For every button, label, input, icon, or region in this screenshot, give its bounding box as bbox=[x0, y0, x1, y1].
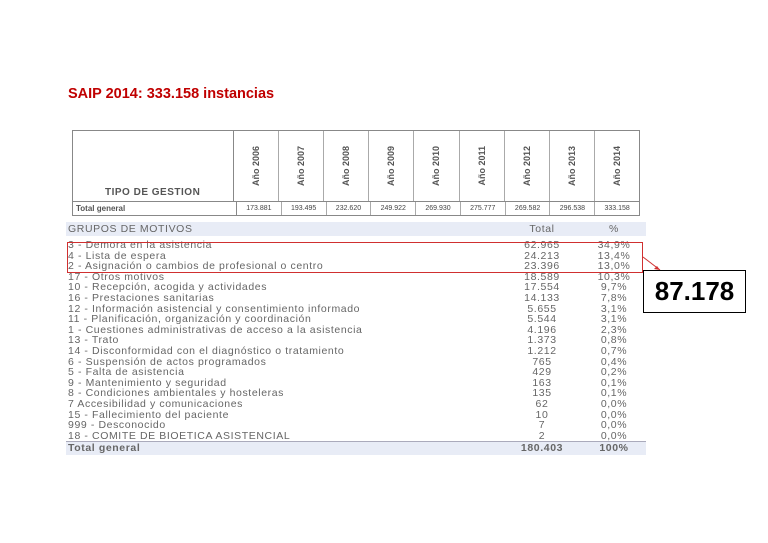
table-row bbox=[66, 431, 646, 442]
table-row bbox=[66, 304, 646, 315]
total: 1.373 bbox=[527, 334, 557, 347]
percent: 10,3% bbox=[597, 270, 631, 283]
percent: 0,0% bbox=[600, 397, 628, 410]
header-percent: % bbox=[609, 223, 619, 235]
year-label: Año 2009 bbox=[386, 145, 397, 187]
motive: 14 - Disconformidad con el diagnóstico o tratamiento bbox=[68, 345, 345, 357]
total: 17.554 bbox=[524, 281, 560, 294]
motive: 9 - Mantenimiento y seguridad bbox=[68, 377, 227, 389]
percent: 13,0% bbox=[597, 260, 631, 273]
table-row bbox=[66, 293, 646, 304]
percent: 7,8% bbox=[600, 291, 628, 304]
motive: 2 - Asignación o cambios de profesional o centro bbox=[68, 261, 324, 272]
percent: 0,0% bbox=[600, 408, 628, 421]
table-row bbox=[66, 314, 646, 325]
table-row bbox=[66, 367, 646, 378]
year-total: 275.777 bbox=[461, 202, 506, 215]
year-total: 269.582 bbox=[506, 202, 551, 215]
table-row bbox=[66, 335, 646, 346]
table-row bbox=[66, 357, 646, 368]
motive: 13 - Trato bbox=[68, 335, 119, 346]
motive: 10 - Recepción, acogida y actividades bbox=[68, 282, 268, 293]
total: 18.589 bbox=[524, 270, 560, 283]
table-row bbox=[66, 378, 646, 389]
total: 14.133 bbox=[524, 291, 560, 304]
total: 7 bbox=[538, 419, 546, 432]
year-total: 173.881 bbox=[237, 202, 282, 215]
total: 23.396 bbox=[524, 260, 560, 273]
motive: 4 - Lista de espera bbox=[68, 250, 167, 262]
percent: 0,1% bbox=[600, 387, 628, 400]
gestion-type-label: TIPO DE GESTION bbox=[105, 187, 201, 198]
callout-sum: 87.178 bbox=[643, 270, 746, 313]
table-footer bbox=[66, 441, 646, 455]
motive: 1 - Cuestiones administrativas de acceso a la asistencia bbox=[68, 324, 363, 336]
year-header bbox=[550, 131, 595, 201]
year-header bbox=[324, 131, 369, 201]
year-label: Año 2007 bbox=[296, 145, 307, 187]
year-total: 296.538 bbox=[550, 202, 595, 215]
year-total: 193.495 bbox=[282, 202, 327, 215]
total: 62 bbox=[535, 397, 549, 410]
year-header bbox=[460, 131, 505, 201]
motive: 15 - Fallecimiento del paciente bbox=[68, 409, 230, 421]
percent: 0,0% bbox=[600, 419, 628, 432]
table-row bbox=[66, 388, 646, 399]
year-label: Año 2010 bbox=[431, 145, 442, 187]
years-table bbox=[72, 130, 640, 216]
total: 135 bbox=[532, 387, 552, 400]
table-row bbox=[66, 410, 646, 421]
header-total: Total bbox=[529, 223, 555, 235]
total: 163 bbox=[532, 376, 552, 389]
header-motive: GRUPOS DE MOTIVOS bbox=[68, 223, 193, 235]
total: 4.196 bbox=[527, 323, 557, 336]
year-label: Año 2006 bbox=[251, 145, 262, 187]
year-header bbox=[505, 131, 550, 201]
year-label: Año 2008 bbox=[341, 145, 352, 187]
total-general-label: Total general bbox=[73, 202, 237, 215]
percent: 2,3% bbox=[600, 323, 628, 336]
year-header bbox=[234, 131, 279, 201]
motive: 12 - Información asistencial y consentimiento informado bbox=[68, 303, 361, 315]
motive: 999 - Desconocido bbox=[68, 420, 166, 431]
footer-label: Total general bbox=[68, 442, 141, 455]
table-row bbox=[66, 420, 646, 431]
motive: 6 - Suspensión de actos programados bbox=[68, 356, 267, 368]
total: 5.544 bbox=[527, 313, 557, 326]
year-header bbox=[279, 131, 324, 201]
year-total: 269.930 bbox=[416, 202, 461, 215]
footer-total: 180.403 bbox=[520, 442, 564, 455]
percent: 0,2% bbox=[600, 366, 628, 379]
percent: 3,1% bbox=[600, 313, 628, 326]
table-row bbox=[66, 399, 646, 410]
percent: 0,0% bbox=[600, 429, 628, 442]
year-header bbox=[595, 131, 639, 201]
percent: 0,7% bbox=[600, 344, 628, 357]
year-total: 249.922 bbox=[371, 202, 416, 215]
total: 10 bbox=[535, 408, 549, 421]
percent: 0,1% bbox=[600, 376, 628, 389]
footer-percent: 100% bbox=[599, 442, 629, 455]
total: 765 bbox=[532, 355, 552, 368]
total: 429 bbox=[532, 366, 552, 379]
year-total: 333.158 bbox=[604, 205, 630, 212]
highlight-box bbox=[67, 239, 643, 273]
percent: 9,7% bbox=[600, 281, 628, 294]
total: 62.965 bbox=[524, 239, 560, 251]
percent: 34,9% bbox=[597, 239, 631, 251]
year-header bbox=[414, 131, 459, 201]
total: 5.655 bbox=[527, 302, 557, 315]
table-header bbox=[66, 222, 646, 236]
motive: 18 - COMITE DE BIOETICA ASISTENCIAL bbox=[68, 430, 291, 442]
total: 24.213 bbox=[524, 249, 560, 262]
motive: 3 - Demora en la asistencia bbox=[68, 240, 213, 251]
motive: 16 - Prestaciones sanitarias bbox=[68, 292, 215, 304]
slide-title: SAIP 2014: 333.158 instancias bbox=[68, 86, 275, 102]
percent: 3,1% bbox=[600, 302, 628, 315]
percent: 0,8% bbox=[600, 334, 628, 347]
table-row bbox=[66, 346, 646, 357]
year-label: Año 2011 bbox=[476, 146, 487, 186]
year-label: Año 2014 bbox=[611, 145, 622, 187]
table-row bbox=[66, 325, 646, 336]
motive: 7 Accesibilidad y comunicaciones bbox=[68, 398, 244, 410]
motive: 8 - Condiciones ambientales y hosteleras bbox=[68, 388, 285, 399]
motive: 5 - Falta de asistencia bbox=[68, 367, 185, 378]
year-label: Año 2012 bbox=[521, 145, 532, 187]
motive: 11 - Planificación, organización y coordinación bbox=[68, 314, 312, 325]
total: 1.212 bbox=[527, 344, 557, 357]
total: 2 bbox=[538, 429, 546, 442]
year-total: 232.620 bbox=[327, 202, 372, 215]
motive: 17 - Otros motivos bbox=[68, 271, 165, 283]
percent: 13,4% bbox=[597, 249, 631, 262]
year-header bbox=[369, 131, 414, 201]
percent: 0,4% bbox=[600, 355, 628, 368]
year-label: Año 2013 bbox=[566, 145, 577, 187]
